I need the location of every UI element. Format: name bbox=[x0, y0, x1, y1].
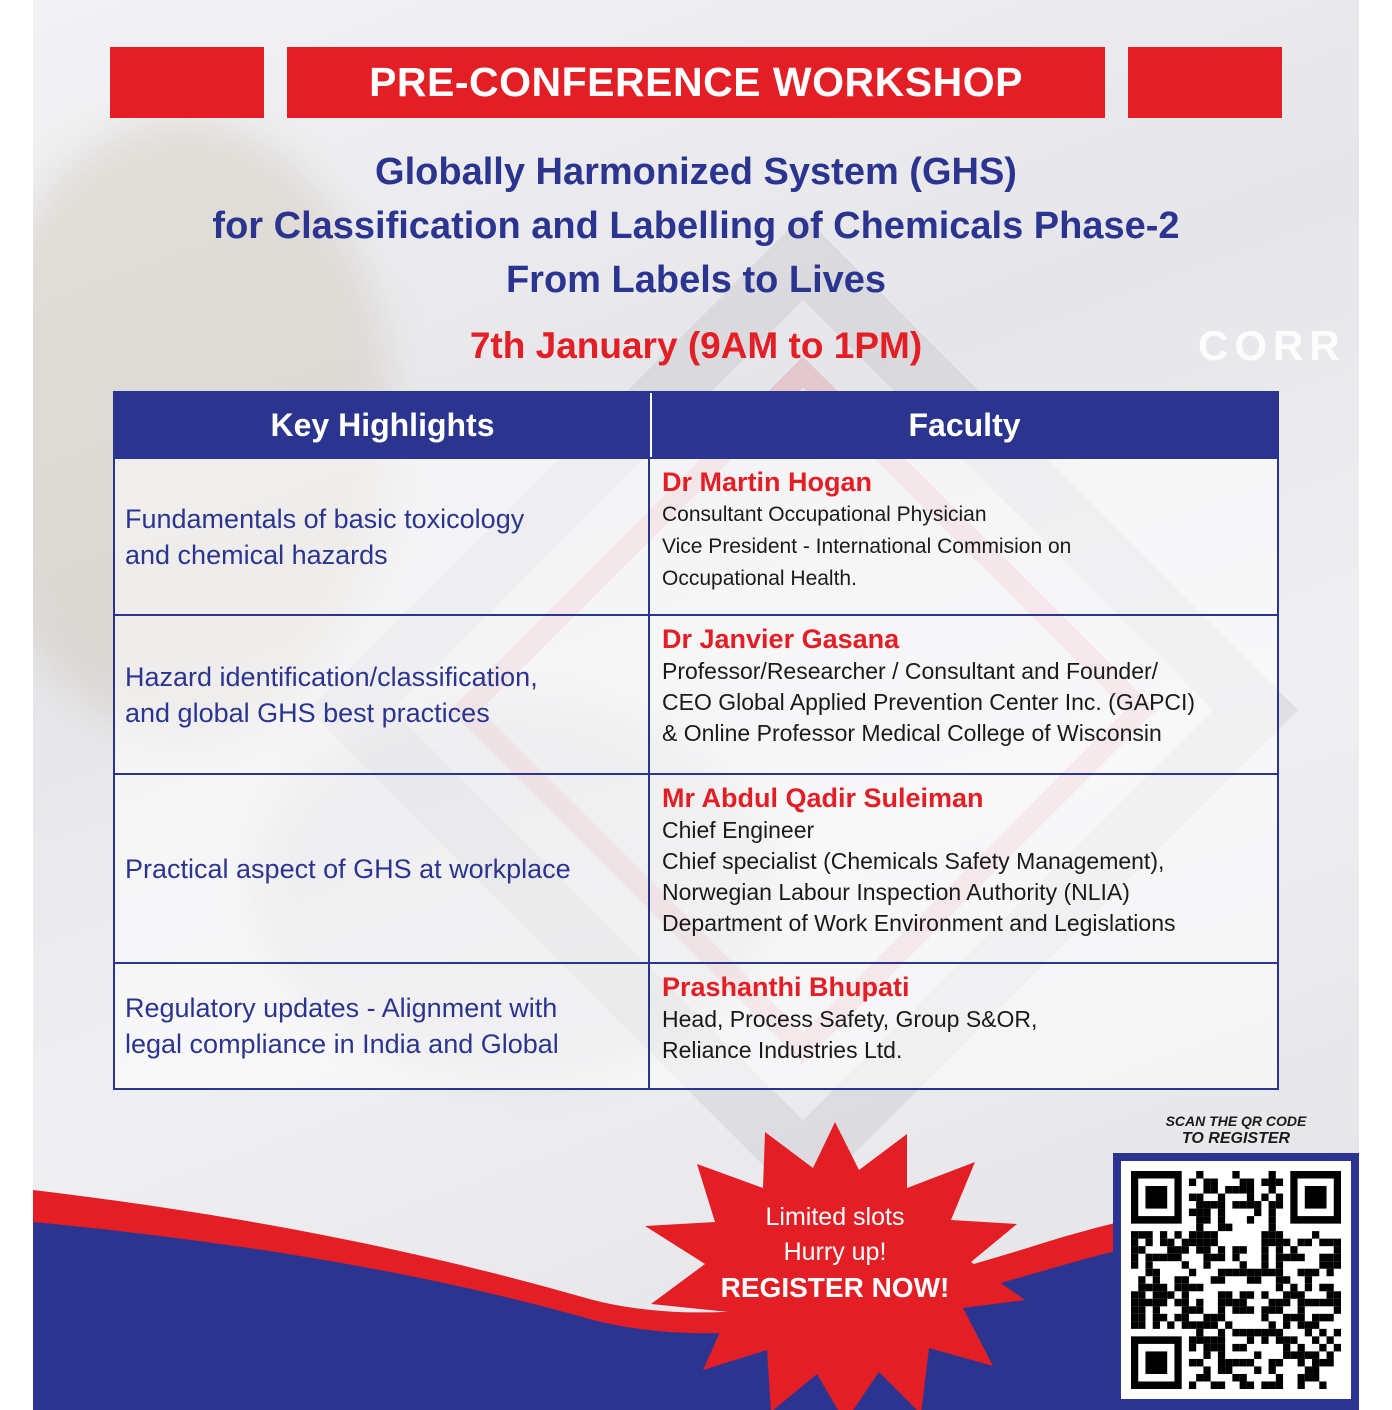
banner-left-bar bbox=[110, 47, 264, 118]
header-faculty: Faculty bbox=[908, 406, 1021, 443]
faculty-desc-line: Chief specialist (Chemicals Safety Management), bbox=[662, 848, 1165, 874]
header-banner: PRE-CONFERENCE WORKSHOP bbox=[287, 47, 1105, 118]
banner-right-bar bbox=[1128, 47, 1282, 118]
faculty-cell bbox=[650, 964, 1277, 1088]
table-row bbox=[115, 962, 1277, 1088]
faculty-desc-line: Head, Process Safety, Group S&OR, bbox=[662, 1006, 1038, 1032]
title-line-1: Globally Harmonized System (GHS) bbox=[375, 151, 1017, 193]
qr-code-frame[interactable] bbox=[1113, 1153, 1359, 1407]
highlight-cell bbox=[115, 616, 650, 773]
faculty-desc-line: CEO Global Applied Prevention Center Inc. (GAPCI) bbox=[662, 689, 1196, 715]
highlight-cell bbox=[115, 964, 650, 1088]
faculty-desc-line: Occupational Health. bbox=[662, 567, 857, 590]
qr-caption bbox=[1143, 1112, 1329, 1148]
callout-line-1: Limited slots bbox=[765, 1203, 905, 1231]
table-header bbox=[115, 393, 1277, 457]
faculty-desc-line: Chief Engineer bbox=[662, 817, 815, 843]
faculty-name: Dr Martin Hogan bbox=[662, 467, 873, 497]
register-now-cta[interactable]: REGISTER NOW! bbox=[720, 1272, 950, 1303]
faculty-cell bbox=[650, 775, 1277, 962]
qr-caption-line-1: SCAN THE QR CODE bbox=[1165, 1113, 1307, 1129]
highlight-line: and global GHS best practices bbox=[125, 697, 490, 728]
qr-caption-line-2: TO REGISTER bbox=[1181, 1130, 1291, 1147]
table-row bbox=[115, 773, 1277, 962]
faculty-cell bbox=[650, 459, 1277, 614]
faculty-name: Prashanthi Bhupati bbox=[662, 972, 910, 1002]
faculty-desc-line: Professor/Researcher / Consultant and Founder/ bbox=[662, 658, 1159, 684]
title-line-3: From Labels to Lives bbox=[505, 259, 887, 301]
poster bbox=[33, 0, 1359, 1410]
faculty-cell bbox=[650, 616, 1277, 773]
faculty-desc-line: & Online Professor Medical College of Wisconsin bbox=[662, 720, 1162, 746]
header-key-highlights: Key Highlights bbox=[115, 393, 652, 457]
callout-line-2: Hurry up! bbox=[783, 1238, 887, 1266]
register-callout bbox=[645, 1200, 1025, 1305]
faculty-desc-line: Vice President - International Commision on bbox=[662, 535, 1072, 558]
table-row bbox=[115, 614, 1277, 773]
faculty-desc-line: Norwegian Labour Inspection Authority (NLIA) bbox=[662, 879, 1130, 905]
highlight-line: Hazard identification/classification, bbox=[125, 661, 538, 692]
faculty-desc-line: Consultant Occupational Physician bbox=[662, 503, 987, 526]
highlight-line: legal compliance in India and Global bbox=[125, 1029, 559, 1059]
highlight-line: and chemical hazards bbox=[125, 539, 388, 570]
highlight-line: Fundamentals of basic toxicology bbox=[125, 503, 525, 534]
faculty-desc-line: Reliance Industries Ltd. bbox=[662, 1037, 903, 1063]
workshop-date: 7th January (9AM to 1PM) bbox=[469, 325, 923, 366]
workshop-title bbox=[33, 145, 1359, 307]
faculty-desc-line: Department of Work Environment and Legislations bbox=[662, 910, 1176, 936]
table-row bbox=[115, 457, 1277, 614]
faculty-name: Dr Janvier Gasana bbox=[662, 624, 900, 654]
agenda-table bbox=[113, 391, 1279, 1090]
highlight-line: Regulatory updates - Alignment with bbox=[125, 993, 558, 1023]
highlight-cell bbox=[115, 459, 650, 614]
faculty-name: Mr Abdul Qadir Suleiman bbox=[662, 783, 984, 813]
bg-label-text: CORR bbox=[1198, 322, 1346, 369]
qr-code[interactable] bbox=[1121, 1161, 1351, 1399]
title-line-2: for Classification and Labelling of Chemicals Phase-2 bbox=[212, 205, 1180, 247]
highlight-cell bbox=[115, 775, 650, 962]
highlight-line: Practical aspect of GHS at workplace bbox=[125, 853, 571, 884]
qr-code-icon bbox=[1131, 1171, 1341, 1389]
